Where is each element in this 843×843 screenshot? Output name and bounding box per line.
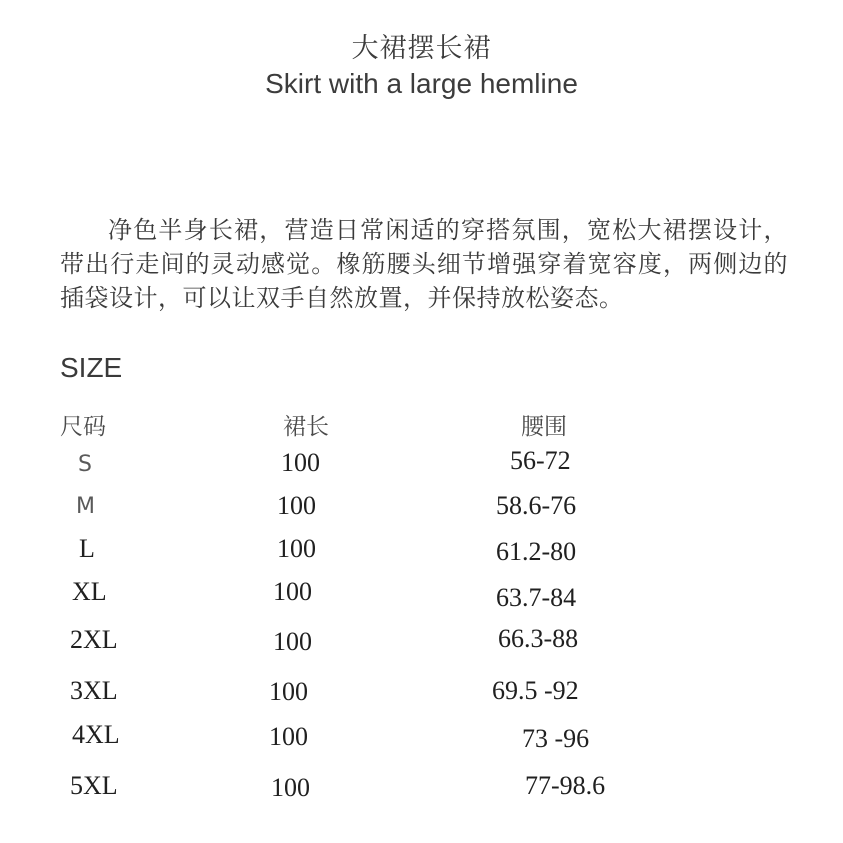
table-cell-length: 100 — [269, 677, 308, 706]
table-cell-length: 100 — [281, 448, 320, 477]
table-cell-length: 100 — [269, 722, 308, 751]
table-cell-size: L — [79, 534, 95, 563]
header-size: 尺码 — [60, 414, 106, 440]
product-title-en: Skirt with a large hemline — [265, 68, 578, 99]
size-heading: SIZE — [60, 352, 123, 383]
table-cell-waist: 77-98.6 — [525, 771, 606, 800]
table-cell-length: 100 — [277, 534, 316, 563]
table-cell-length: 100 — [273, 627, 312, 656]
table-cell-waist: 69.5 -92 — [492, 676, 579, 705]
table-cell-waist: 66.3-88 — [498, 624, 579, 653]
table-cell-length: 100 — [273, 577, 312, 606]
table-cell-size: XL — [72, 577, 107, 606]
table-cell-size: M — [76, 494, 95, 519]
table-cell-size: 3XL — [70, 676, 118, 705]
table-cell-length: 100 — [271, 773, 310, 802]
table-cell-waist: 63.7-84 — [496, 583, 577, 612]
header-waist: 腰围 — [521, 414, 567, 440]
header-length: 裙长 — [283, 414, 329, 440]
product-description: 净色半身长裙，营造日常闲适的穿搭氛围，宽松大裙摆设计，带出行走间的灵动感觉。橡筋腰头细节增强穿着宽容度，两侧边的插袋设计，可以让双手自然放置，并保持放松姿态。 — [60, 216, 788, 312]
table-cell-length: 100 — [277, 491, 316, 520]
table-cell-waist: 61.2-80 — [496, 537, 577, 566]
table-cell-size: S — [78, 452, 92, 477]
table-cell-size: 4XL — [72, 720, 120, 749]
product-title-cn: 大裙摆长裙 — [351, 33, 492, 64]
table-cell-waist: 56-72 — [510, 446, 571, 475]
table-cell-waist: 58.6-76 — [496, 491, 577, 520]
table-cell-size: 5XL — [70, 771, 118, 800]
table-cell-waist: 73 -96 — [522, 724, 590, 753]
table-cell-size: 2XL — [70, 625, 118, 654]
